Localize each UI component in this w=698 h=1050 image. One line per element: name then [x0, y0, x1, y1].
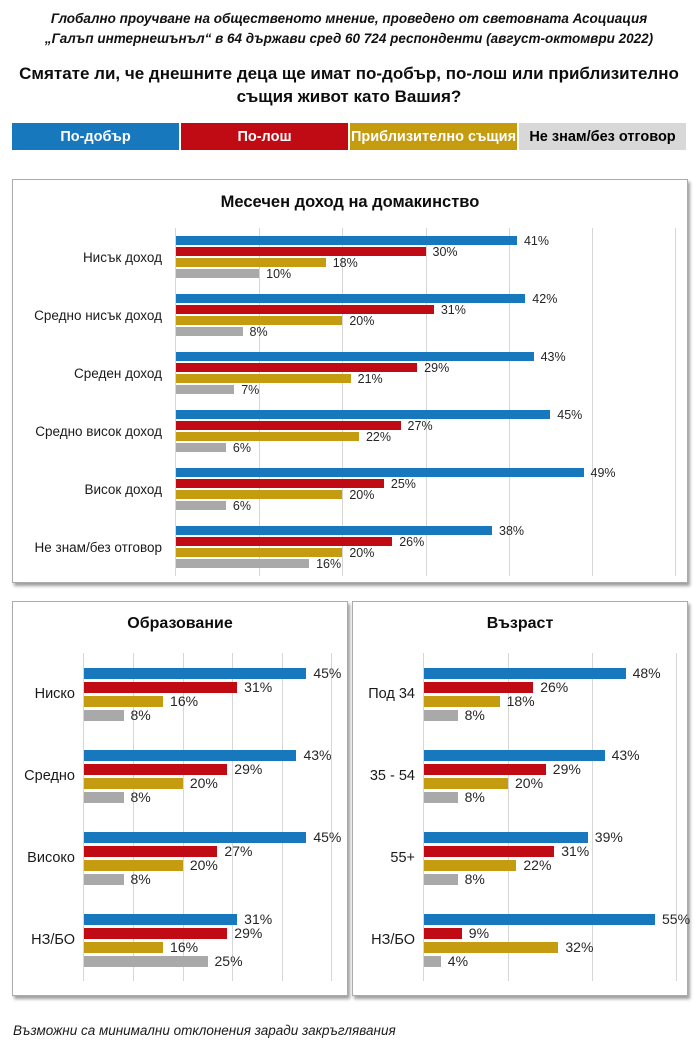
bar-value-label: 4%	[447, 953, 469, 969]
bar-row	[84, 940, 336, 954]
bar-group	[390, 817, 676, 899]
bar-value-label: 6%	[232, 440, 251, 455]
category-label: Средно висок доход	[35, 423, 162, 439]
bar-group	[84, 460, 675, 518]
bar	[424, 846, 554, 857]
bar	[176, 559, 309, 568]
bar-value-label: 45%	[313, 665, 342, 681]
bar-row	[176, 442, 675, 453]
category-label: 55+	[390, 850, 415, 866]
bar	[424, 914, 655, 925]
bar-row	[424, 844, 676, 858]
bar-value-label: 43%	[611, 747, 640, 763]
bar-value-label: 8%	[464, 707, 485, 723]
bar-row	[176, 293, 675, 304]
bar-value-label: 20%	[189, 775, 218, 791]
bar-value-label: 29%	[234, 925, 263, 941]
bar-row	[84, 680, 336, 694]
bar	[84, 846, 217, 857]
bar	[424, 750, 605, 761]
bar	[84, 942, 163, 953]
bar	[424, 710, 458, 721]
bar-value-label: 27%	[407, 418, 433, 433]
chart-title-education: Образование	[127, 615, 233, 632]
bar	[176, 258, 326, 267]
chart-title-income: Месечен доход на домакинство	[220, 193, 480, 211]
plot-area-income	[34, 228, 675, 576]
bar-value-label: 39%	[594, 829, 623, 845]
bar-row	[176, 362, 675, 373]
bar-value-label: 22%	[365, 429, 391, 444]
bar-group	[368, 653, 676, 735]
bar-group	[34, 653, 342, 735]
bar	[176, 501, 226, 510]
bar-row	[176, 558, 675, 569]
bar-value-label: 45%	[313, 829, 342, 845]
bar-group	[371, 899, 691, 981]
bar	[176, 432, 359, 441]
bar-value-label: 31%	[244, 911, 273, 927]
legend	[12, 123, 686, 150]
bar-row	[424, 694, 676, 708]
category-label: Висок доход	[84, 481, 162, 497]
bar-value-label: 55%	[662, 911, 691, 927]
bar	[424, 696, 500, 707]
bar-value-label: 8%	[130, 871, 151, 887]
legend-item-label: Не знам/без отговор	[529, 128, 676, 145]
bar	[84, 696, 163, 707]
header-line2: „Галъп интернешънъл“ в 64 държави сред 60 724 респонденти (август-октомври 2022)	[44, 30, 654, 46]
bar	[84, 792, 124, 803]
bar-row	[176, 500, 675, 511]
bar-row	[424, 790, 676, 804]
bar-value-label: 25%	[390, 476, 416, 491]
bar-row	[424, 680, 676, 694]
bar-row	[424, 708, 676, 722]
bar-value-label: 29%	[234, 761, 263, 777]
bar-value-label: 42%	[532, 291, 558, 306]
bar-value-label: 43%	[303, 747, 332, 763]
bar	[84, 668, 306, 679]
bar	[424, 682, 533, 693]
bar-row	[84, 776, 336, 790]
bar-value-label: 32%	[565, 939, 594, 955]
bar	[84, 928, 227, 939]
bar-row	[176, 304, 675, 315]
bar-value-label: 31%	[561, 843, 590, 859]
bar-row	[176, 268, 675, 279]
bar	[424, 928, 462, 939]
category-label: Ниско	[34, 686, 75, 702]
bar-row	[176, 384, 675, 395]
bar	[84, 832, 306, 843]
bar	[424, 778, 508, 789]
bar	[84, 750, 296, 761]
bar	[176, 269, 259, 278]
bar-value-label: 49%	[590, 465, 616, 480]
category-label: Средно	[24, 768, 75, 784]
bar-row	[176, 536, 675, 547]
bar	[424, 792, 458, 803]
bar-value-label: 7%	[241, 382, 260, 397]
category-label: Средно нисък доход	[34, 307, 162, 323]
bar-value-label: 8%	[130, 707, 151, 723]
chart-panel-education	[12, 601, 348, 996]
bar-value-label: 29%	[424, 360, 450, 375]
chart-panel-income	[12, 179, 688, 583]
bar-value-label: 30%	[432, 244, 458, 259]
bar	[424, 668, 626, 679]
bar-group	[34, 518, 675, 576]
bar-value-label: 8%	[464, 871, 485, 887]
bar-row	[424, 666, 676, 680]
bar-value-label: 29%	[552, 761, 581, 777]
bar-row	[84, 926, 336, 940]
bar-value-label: 31%	[244, 679, 273, 695]
bar-value-label: 18%	[332, 255, 358, 270]
category-label: НЗ/БО	[371, 932, 415, 948]
bar-value-label: 48%	[632, 665, 661, 681]
bar-row	[84, 912, 336, 926]
bar-row	[84, 790, 336, 804]
plot-area-education	[24, 653, 342, 981]
bar	[176, 352, 534, 361]
bar	[176, 236, 517, 245]
bar-row	[424, 954, 676, 968]
bar-value-label: 20%	[515, 775, 544, 791]
bar-row	[84, 844, 336, 858]
bar-row	[84, 829, 342, 845]
bar-row	[424, 911, 691, 927]
bar-row	[176, 478, 675, 489]
bar-row	[84, 694, 336, 708]
bar	[176, 490, 342, 499]
bottom-charts-row	[12, 601, 691, 996]
bar-row	[176, 547, 675, 558]
bar-row	[176, 326, 675, 337]
bar	[176, 294, 525, 303]
bar-value-label: 26%	[540, 679, 569, 695]
bar-value-label: 8%	[464, 789, 485, 805]
bar-value-label: 8%	[130, 789, 151, 805]
bar	[176, 385, 234, 394]
bar	[424, 832, 588, 843]
bar-row	[176, 420, 675, 431]
bar-value-label: 38%	[499, 523, 525, 538]
bar-value-label: 16%	[170, 939, 199, 955]
bar-row	[424, 858, 676, 872]
footnote: Възможни са минимални отклонения заради закръглявания	[13, 1023, 396, 1038]
bar-value-label: 43%	[540, 349, 566, 364]
bar-value-label: 16%	[316, 556, 342, 571]
bar-value-label: 16%	[170, 693, 199, 709]
bar-row	[84, 858, 336, 872]
bar	[84, 682, 237, 693]
bar-row	[84, 762, 336, 776]
bar	[176, 305, 434, 314]
bar-value-label: 27%	[224, 843, 253, 859]
bar-value-label: 9%	[468, 925, 490, 941]
bar-row	[176, 525, 675, 536]
bar-value-label: 20%	[349, 487, 375, 502]
bar-row	[84, 665, 342, 681]
bar-row	[84, 954, 336, 968]
legend-item-1	[12, 123, 179, 150]
header	[0, 9, 698, 48]
bar-row	[84, 708, 336, 722]
bar-row	[176, 467, 675, 478]
bar	[84, 956, 208, 967]
bar-value-label: 20%	[189, 857, 218, 873]
gridline	[675, 228, 676, 576]
bar-row	[424, 926, 676, 940]
bar	[176, 410, 550, 419]
bar-row	[176, 246, 675, 257]
bar	[176, 327, 243, 336]
legend-item-4	[519, 123, 686, 150]
bar-value-label: 6%	[232, 498, 251, 513]
legend-item-3	[350, 123, 517, 150]
bar-group	[369, 735, 676, 817]
category-label: 35 - 54	[369, 768, 415, 784]
bar	[424, 860, 516, 871]
bar-group	[24, 735, 336, 817]
bar	[176, 526, 492, 535]
bar-group	[35, 402, 675, 460]
legend-item-2	[181, 123, 348, 150]
bar-row	[84, 872, 336, 886]
chart-panel-age	[352, 601, 691, 996]
bar	[84, 874, 124, 885]
bar-value-label: 18%	[506, 693, 535, 709]
plot-area-age	[368, 653, 691, 981]
bar-group	[27, 817, 342, 899]
bar-value-label: 45%	[557, 407, 583, 422]
category-label: Високо	[27, 850, 75, 866]
category-label: Не знам/без отговор	[34, 539, 162, 555]
category-label: Среден доход	[74, 365, 162, 381]
bar	[424, 874, 458, 885]
bar-value-label: 10%	[266, 266, 292, 281]
category-label: НЗ/БО	[31, 932, 75, 948]
gridline	[676, 653, 677, 981]
header-line1: Глобално проучване на общественото мнение, проведено от световната Асоциация	[50, 11, 648, 26]
bar-row	[424, 830, 676, 844]
bar-row	[424, 872, 676, 886]
bar	[84, 710, 124, 721]
bar	[424, 942, 558, 953]
bar-value-label: 20%	[349, 545, 375, 560]
bar-value-label: 8%	[249, 324, 268, 339]
bar	[176, 468, 584, 477]
bar-row	[84, 748, 336, 762]
bar-group	[74, 344, 675, 402]
bar	[84, 860, 183, 871]
bar-value-label: 21%	[357, 371, 383, 386]
bar-group	[82, 228, 675, 286]
bar	[176, 374, 351, 383]
legend-item-label: Приблизително същия	[350, 128, 517, 145]
bar-value-label: 26%	[399, 534, 425, 549]
bar-row	[424, 776, 676, 790]
bar	[424, 956, 441, 967]
bar	[84, 914, 237, 925]
legend-item-label: По-лош	[237, 128, 292, 145]
bar	[84, 764, 227, 775]
bar	[176, 443, 226, 452]
bar	[424, 764, 546, 775]
bar	[176, 247, 426, 256]
bar-row	[424, 940, 676, 954]
bar-value-label: 22%	[523, 857, 552, 873]
bar-row	[176, 235, 675, 246]
legend-item-label: По-добър	[60, 128, 131, 145]
bar-group	[34, 286, 675, 344]
bar-value-label: 31%	[440, 302, 466, 317]
bar-value-label: 25%	[214, 953, 243, 969]
category-label: Под 34	[368, 686, 415, 702]
bar-row	[424, 748, 676, 762]
bar	[84, 778, 183, 789]
bar-value-label: 20%	[349, 313, 375, 328]
bar-group	[31, 899, 336, 981]
bar-value-label: 41%	[523, 233, 549, 248]
bar-row	[424, 762, 676, 776]
chart-title-age: Възраст	[486, 615, 554, 632]
category-label: Нисък доход	[82, 249, 162, 265]
bar-row	[176, 257, 675, 268]
question-title: Смятате ли, че днешните деца ще имат по-добър, по-лош или приблизително същия живот като Вашия?	[19, 64, 679, 106]
